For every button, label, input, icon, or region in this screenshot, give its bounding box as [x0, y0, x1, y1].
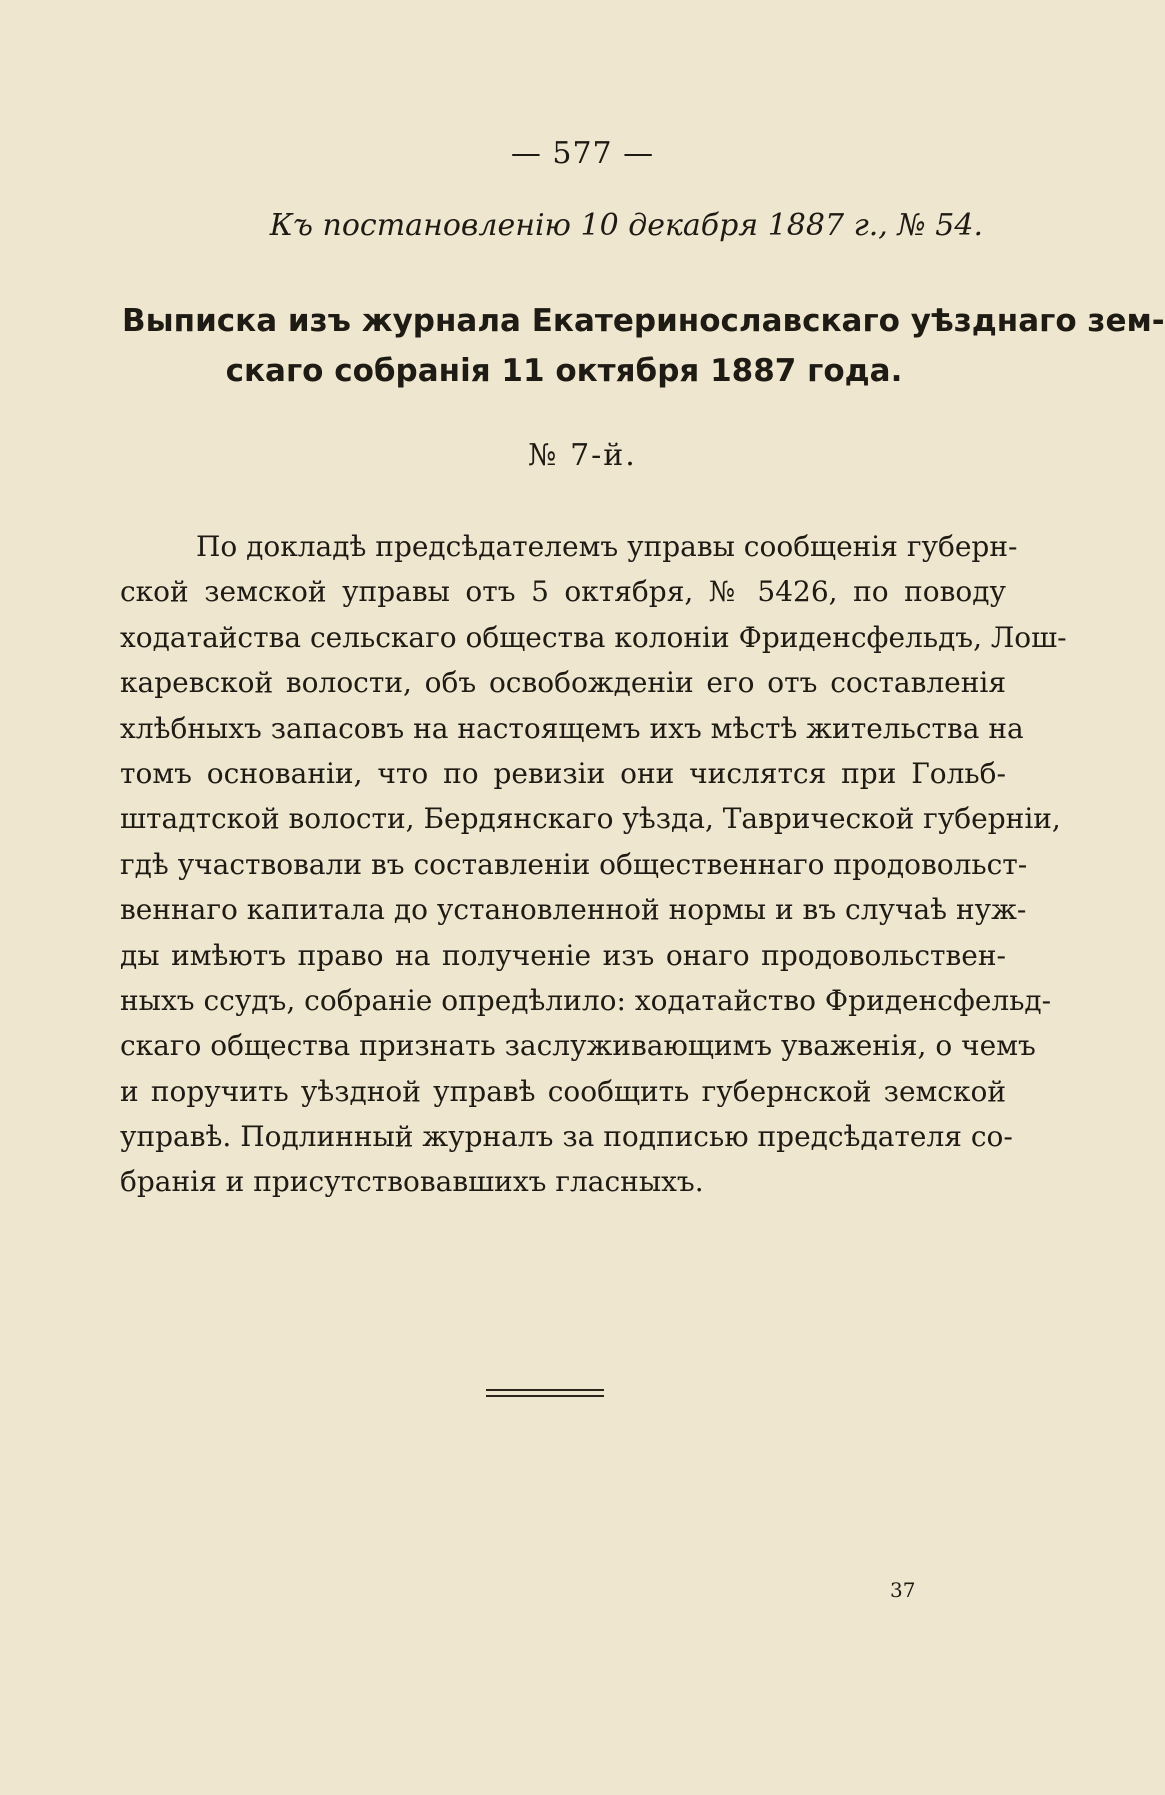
body-line: ды имѣютъ право на полученіе изъ онаго продовольствен-	[120, 938, 1006, 972]
body-line: гдѣ участвовали въ составленіи общественнаго продовольст-	[120, 847, 1028, 881]
body-line: ныхъ ссудъ, собраніе опредѣлило: ходатайство Фриденсфельд-	[120, 983, 1052, 1017]
signature-mark: 37	[890, 1578, 916, 1602]
heading-line-2: скаго собранія 11 октября 1887 года.	[225, 353, 903, 389]
body-line: скаго общества признать заслуживающимъ уваженія, о чемъ	[120, 1029, 1036, 1063]
closing-rule-top	[486, 1389, 604, 1391]
document-heading	[122, 296, 1165, 396]
body-paragraph	[120, 524, 1067, 1205]
item-number: № 7-й.	[528, 438, 637, 473]
body-line: штадтской волости, Бердянскаго уѣзда, Таврической губерніи,	[120, 802, 1061, 836]
body-line: ской земской управы отъ 5 октября, № 5426, по поводу	[120, 575, 1006, 609]
page-number: — 577 —	[510, 136, 655, 171]
body-line: каревской волости, объ освобожденіи его отъ составленія	[120, 666, 1006, 700]
body-line: веннаго капитала до установленной нормы и въ случаѣ нуж-	[120, 893, 1027, 927]
heading-line-1: Выписка изъ журнала Екатеринославскаго уѣзднаго зем-	[122, 303, 1165, 339]
closing-rule-bottom	[486, 1395, 604, 1397]
body-line: и поручить уѣздной управѣ сообщить губернской земской	[120, 1074, 1006, 1108]
body-line: По докладѣ предсѣдателемъ управы сообщенія губерн-	[196, 530, 1018, 563]
body-line: бранія и присутствовавшихъ гласныхъ.	[120, 1165, 704, 1199]
body-line: хлѣбныхъ запасовъ на настоящемъ ихъ мѣстѣ жительства на	[120, 711, 1024, 745]
body-line: томъ основаніи, что по ревизіи они числятся при Гольб-	[120, 756, 1006, 790]
body-line: ходатайства сельскаго общества колоніи Фриденсфельдъ, Лош-	[120, 620, 1067, 654]
body-line: управѣ. Подлинный журналъ за подписью предсѣдателя со-	[120, 1120, 1013, 1154]
resolution-reference: Къ постановленію 10 декабря 1887 г., № 54.	[269, 208, 983, 243]
